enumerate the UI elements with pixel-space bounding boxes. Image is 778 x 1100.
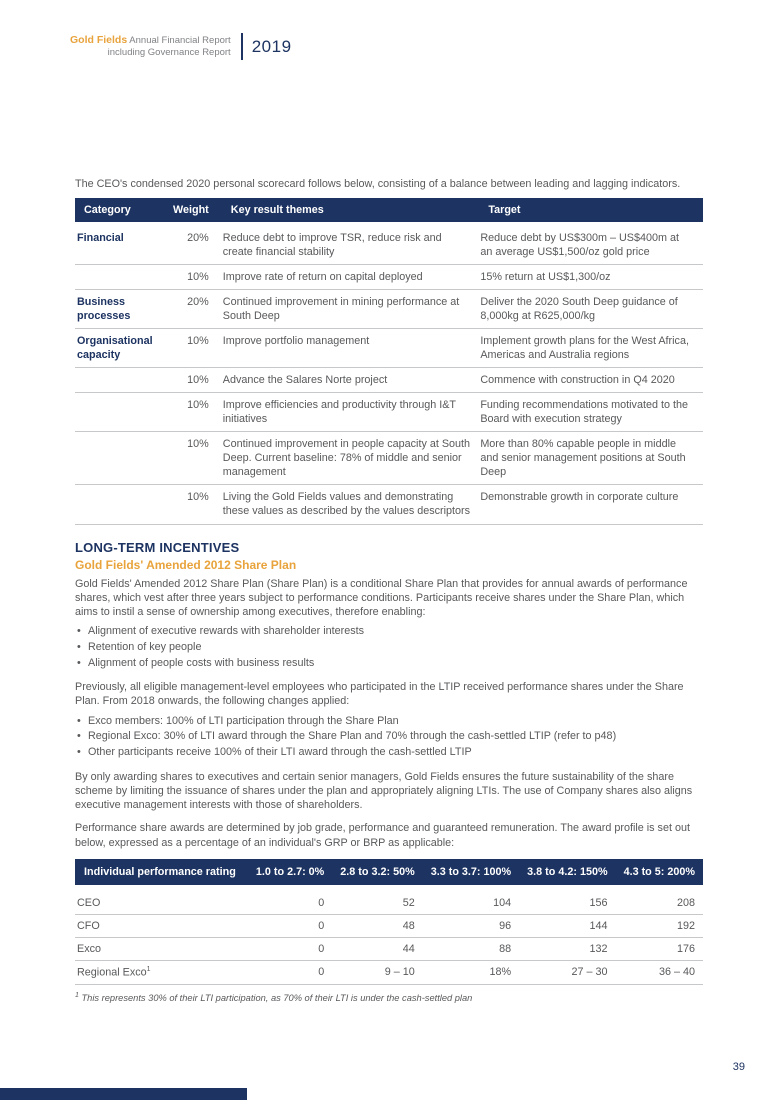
share-plan-bullets-2 (75, 714, 703, 761)
brand-name: Gold Fields (70, 34, 128, 46)
value-cell: 52 (332, 885, 422, 915)
theme-cell: Improve portfolio management (223, 329, 481, 368)
bullet-item: • Regional Exco: 30% of LTI award through the Share Plan and 70% through the cash-settled LTIP (refer to p48) (75, 729, 703, 745)
category-cell (75, 393, 165, 432)
target-cell: Commence with construction in Q4 2020 (480, 368, 703, 393)
value-cell: 18% (423, 960, 519, 984)
header-divider (241, 33, 243, 60)
category-cell (75, 368, 165, 393)
category-cell: Organisational capacity (75, 329, 165, 368)
share-plan-paragraph-1: Gold Fields' Amended 2012 Share Plan (Share Plan) is a conditional Share Plan that provides for annual awards of performance shares, which vest after three years subject to performance conditions. Participants receive shares under the Share Plan, which aims to instil a sense of ownership among executives, therefore enabling: (75, 577, 688, 618)
value-cell: 0 (247, 914, 332, 937)
category-cell: Business processes (75, 290, 165, 329)
subsection-title: Gold Fields' Amended 2012 Share Plan (75, 557, 297, 572)
target-cell: Demonstrable growth in corporate culture (480, 485, 703, 524)
theme-cell: Improve rate of return on capital deployed (223, 265, 481, 290)
value-cell: 0 (247, 960, 332, 984)
value-cell: 132 (519, 937, 615, 960)
scorecard-table-body (75, 222, 703, 524)
table-row (75, 485, 703, 524)
bullet-item: • Exco members: 100% of LTI participation through the Share Plan (75, 714, 703, 730)
table-row (75, 265, 703, 290)
value-cell: 176 (616, 937, 703, 960)
target-cell: Funding recommendations motivated to the Board with execution strategy (480, 393, 703, 432)
award-profile-table (75, 859, 703, 985)
award-table-head (75, 859, 703, 885)
table-row (75, 329, 703, 368)
report-header (70, 33, 292, 60)
category-cell (75, 432, 165, 485)
theme-cell: Continued improvement in mining performance at South Deep (223, 290, 481, 329)
target-cell: Deliver the 2020 South Deep guidance of 8,000kg at R625,000/kg (480, 290, 703, 329)
footer-bar (0, 1088, 247, 1100)
column-header: 3.3 to 3.7: 100% (423, 859, 519, 885)
value-cell: 192 (616, 914, 703, 937)
value-cell: 44 (332, 937, 422, 960)
footnote-reference: 1 (146, 965, 151, 973)
table-row (75, 914, 703, 937)
bullet-item: • Alignment of people costs with business results (75, 656, 703, 672)
table-row (75, 937, 703, 960)
scorecard-table (75, 198, 703, 524)
row-label-cell: Regional Exco$^1$ (75, 960, 247, 984)
theme-cell: Continued improvement in people capacity at South Deep. Current baseline: 78% of middle and senior management (223, 432, 481, 485)
intro-paragraph: The CEO's condensed 2020 personal scorecard follows below, consisting of a balance between leading and lagging indicators. (75, 178, 681, 190)
value-cell: 144 (519, 914, 615, 937)
theme-cell: Reduce debt to improve TSR, reduce risk and create financial stability (223, 222, 481, 265)
value-cell: 9 – 10 (332, 960, 422, 984)
bullet-item: • Other participants receive 100% of their LTI award through the cash-settled LTIP (75, 745, 703, 761)
report-year: 2019 (251, 36, 292, 56)
table-row (75, 222, 703, 265)
footnote-text: This represents 30% of their LTI participation, as 70% of their LTI is under the cash-settled plan (81, 992, 473, 1003)
bullet-item: • Alignment of executive rewards with shareholder interests (75, 624, 703, 640)
scorecard-header-row (75, 198, 703, 222)
value-cell: 0 (247, 885, 332, 915)
column-header: 3.8 to 4.2: 150% (519, 859, 615, 885)
value-cell: 88 (423, 937, 519, 960)
category-cell (75, 485, 165, 524)
table-row (75, 432, 703, 485)
column-header: Category (75, 198, 165, 222)
brand-line (70, 34, 231, 47)
row-label-cell: Exco (75, 937, 247, 960)
theme-cell: Living the Gold Fields values and demonstrating these values as described by the values descriptors (223, 485, 481, 524)
page-number: 39 (732, 1061, 745, 1073)
share-plan-paragraph-2: Previously, all eligible management-level employees who participated in the LTIP received performance shares under the Share Plan. From 2018 onwards, the following changes applied: (75, 681, 684, 708)
table-row (75, 960, 703, 984)
report-subtitle-line1: Annual Financial Report (129, 35, 231, 46)
share-plan-paragraph-4: Performance share awards are determined by job grade, performance and guaranteed remuneration. The award profile is set out below, expressed as a percentage of an individual's GRP or BRP as applicable: (75, 822, 690, 849)
target-cell: Implement growth plans for the West Africa, Americas and Australia regions (480, 329, 703, 368)
weight-cell: 20% (165, 290, 223, 329)
report-subtitle-line2: including Governance Report (107, 47, 231, 59)
weight-cell: 10% (165, 368, 223, 393)
value-cell: 208 (616, 885, 703, 915)
value-cell: 96 (423, 914, 519, 937)
column-header: Target (480, 198, 703, 222)
share-plan-paragraph-3: By only awarding shares to executives and certain senior managers, Gold Fields ensures the future sustainability of the share scheme by limiting the issuance of shares under the plan and appropriately aligning LTIs. The use of Company shares also aligns executive management interests with those of shareholders. (75, 770, 693, 812)
weight-cell: 10% (165, 393, 223, 432)
table-row (75, 290, 703, 329)
target-cell: More than 80% capable people in middle and senior management positions at South Deep (480, 432, 703, 485)
theme-cell: Advance the Salares Norte project (223, 368, 481, 393)
bullet-item: • Retention of key people (75, 640, 703, 656)
row-label-cell: CEO (75, 885, 247, 915)
footnote (75, 991, 703, 1004)
share-plan-bullets-1 (75, 624, 703, 671)
value-cell: 27 – 30 (519, 960, 615, 984)
value-cell: 36 – 40 (616, 960, 703, 984)
footnote-marker: 1 (75, 991, 79, 999)
column-header: Weight (165, 198, 223, 222)
section-title: LONG-TERM INCENTIVES (75, 539, 240, 555)
column-header: Key result themes (223, 198, 481, 222)
column-header: Individual performance rating (75, 859, 247, 885)
category-cell: Financial (75, 222, 165, 265)
theme-cell: Improve efficiencies and productivity through I&T initiatives (223, 393, 481, 432)
target-cell: Reduce debt by US$300m – US$400m at an average US$1,500/oz gold price (480, 222, 703, 265)
weight-cell: 20% (165, 222, 223, 265)
value-cell: 48 (332, 914, 422, 937)
award-header-row (75, 859, 703, 885)
page-content (75, 177, 703, 1004)
weight-cell: 10% (165, 265, 223, 290)
table-row (75, 368, 703, 393)
row-label-cell: CFO (75, 914, 247, 937)
column-header: 1.0 to 2.7: 0% (247, 859, 332, 885)
column-header: 4.3 to 5: 200% (616, 859, 703, 885)
brand-block (70, 34, 231, 59)
table-row (75, 885, 703, 915)
column-header: 2.8 to 3.2: 50% (332, 859, 422, 885)
category-cell (75, 265, 165, 290)
weight-cell: 10% (165, 432, 223, 485)
value-cell: 156 (519, 885, 615, 915)
table-row (75, 393, 703, 432)
weight-cell: 10% (165, 329, 223, 368)
scorecard-table-head (75, 198, 703, 222)
value-cell: 104 (423, 885, 519, 915)
award-table-body (75, 885, 703, 984)
weight-cell: 10% (165, 485, 223, 524)
value-cell: 0 (247, 937, 332, 960)
target-cell: 15% return at US$1,300/oz (480, 265, 703, 290)
